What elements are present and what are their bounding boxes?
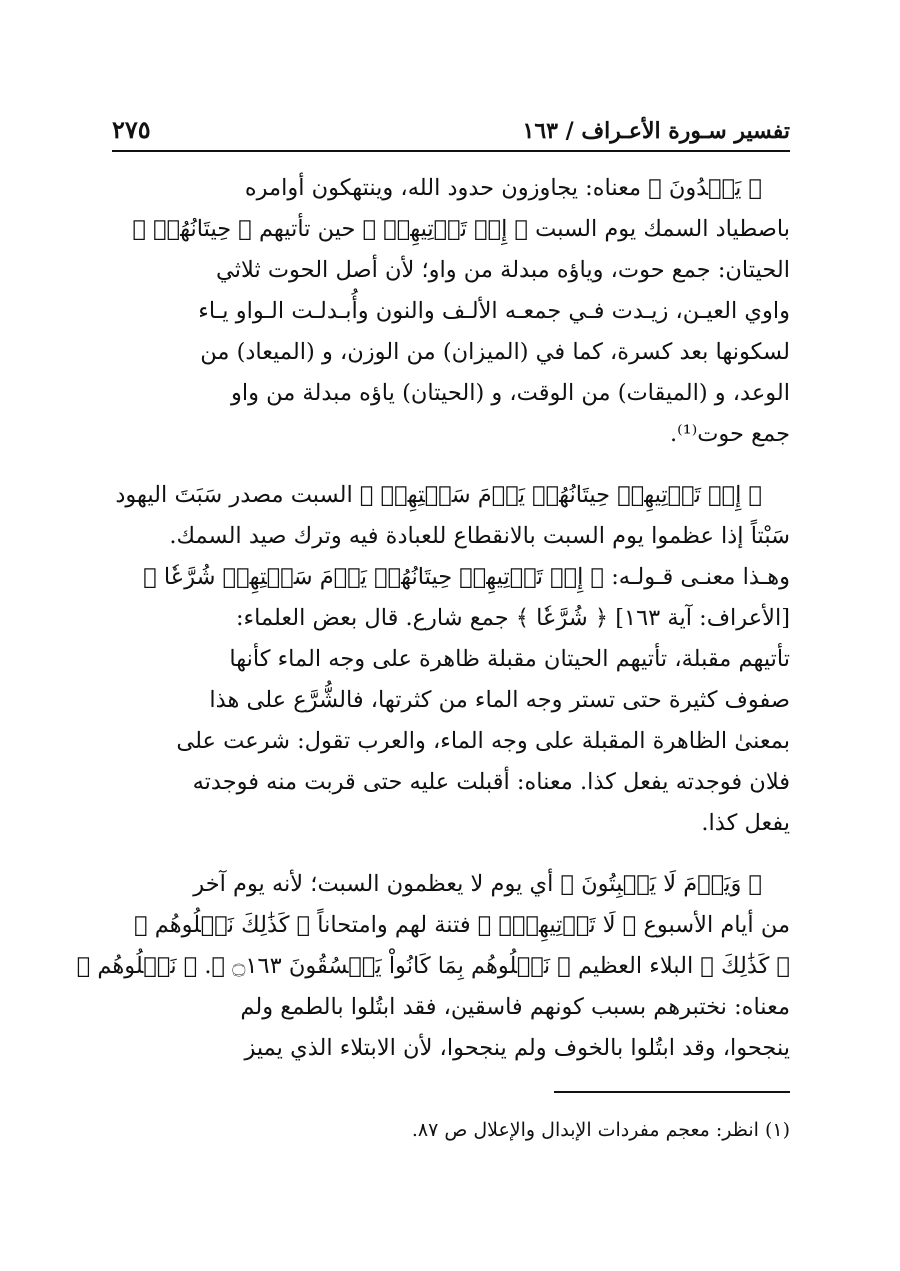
text-line: معناه: نختبرهم بسبب كونهم فاسقين، فقد ابتُلوا بالطمع ولم — [240, 994, 790, 1020]
text-line: لسكونها بعد كسرة، كما في (الميزان) من الوزن، و (الميعاد) من — [200, 339, 790, 365]
footnote: (١) انظر: معجم مفردات الإبدال والإعلال ص ٨٧. — [411, 1119, 790, 1141]
text-line: الحيتان: جمع حوت، وياؤه مبدلة من واو؛ لأن أصل الحوت ثلاثي — [216, 257, 790, 283]
text-line: ﴿ إِذۡ تَأۡتِيهِمۡ حِيتَانُهُمۡ يَوۡمَ سَبۡتِهِمۡ ﴾ السبت مصدر سَبَتَ اليهود — [115, 482, 762, 508]
text-line: باصطياد السمك يوم السبت ﴿ إِذۡ تَأۡتِيهِمۡ ﴾ حين تأتيهم ﴿ حِيتَانُهُمۡ ﴾ — [132, 216, 790, 242]
text-line: فلان فوجدته يفعل كذا. معناه: أقبلت عليه حتى قربت منه فوجدته — [192, 769, 790, 795]
text-line: ﴿ كَذَٰلِكَ ﴾ البلاء العظيم ﴿ نَبۡلُوهُم بِمَا كَانُواْ يَفۡسُقُونَ ۝١٦٣ ﴾. ﴿ نَبۡلُوهُم ﴾ — [76, 953, 790, 979]
page — [76, 100, 790, 1145]
paragraph — [112, 168, 790, 455]
text-line: الوعد، و (الميقات) من الوقت، و (الحيتان) ياؤه مبدلة من واو — [230, 380, 790, 406]
text-line: جمع حوت⁽¹⁾. — [669, 421, 790, 447]
paragraph — [76, 864, 790, 1069]
body-text — [76, 168, 790, 1069]
text-line: تأتيهم مقبلة، تأتيهم الحيتان مقبلة ظاهرة على وجه الماء كأنها — [229, 646, 790, 672]
paragraph — [112, 475, 790, 844]
text-line: من أيام الأسبوع ﴿ لَا تَأۡتِيهِمۡۚ ﴾ فتنة لهم وامتحاناً ﴿ كَذَٰلِكَ نَبۡلُوهُم ﴾ — [134, 912, 790, 938]
text-line: [الأعراف: آية ١٦٣] ﴿ شُرَّعٗا ﴾ جمع شارع. قال بعض العلماء: — [235, 605, 790, 631]
text-line: ﴿ وَيَوۡمَ لَا يَسۡبِتُونَ ﴾ أي يوم لا يعظمون السبت؛ لأنه يوم آخر — [193, 871, 762, 897]
text-line: يفعل كذا. — [701, 810, 790, 836]
text-line: وهـذا معنـى قـولـه: ﴿ إِذۡ تَأۡتِيهِمۡ حِيتَانُهُمۡ يَوۡمَ سَبۡتِهِمۡ شُرَّعٗا ﴾ — [143, 564, 790, 590]
text-line: واوي العيـن، زيـدت فـي جمعـه الألـف والنون وأُبـدلـت الـواو يـاء — [198, 298, 790, 324]
header-title: تفسير سـورة الأعـراف / ١٦٣ — [522, 118, 790, 144]
page-number: ٢٧٥ — [112, 115, 151, 144]
footnote-divider — [554, 1091, 790, 1093]
running-header — [112, 100, 790, 144]
header-divider — [112, 150, 790, 152]
text-line: سَبْتاً إذا عظموا يوم السبت بالانقطاع للعبادة فيه وترك صيد السمك. — [169, 523, 790, 549]
text-line: صفوف كثيرة حتى تستر وجه الماء من كثرتها، فالشُّرَّع على هذا — [209, 687, 790, 713]
text-line: ينجحوا، وقد ابتُلوا بالخوف ولم ينجحوا، لأن الابتلاء الذي يميز — [244, 1035, 790, 1061]
text-line: بمعنىٰ الظاهرة المقبلة على وجه الماء، والعرب تقول: شرعت على — [176, 728, 790, 754]
text-line: ﴿ يَعۡدُونَ ﴾ معناه: يجاوزون حدود الله، وينتهكون أوامره — [244, 175, 762, 201]
